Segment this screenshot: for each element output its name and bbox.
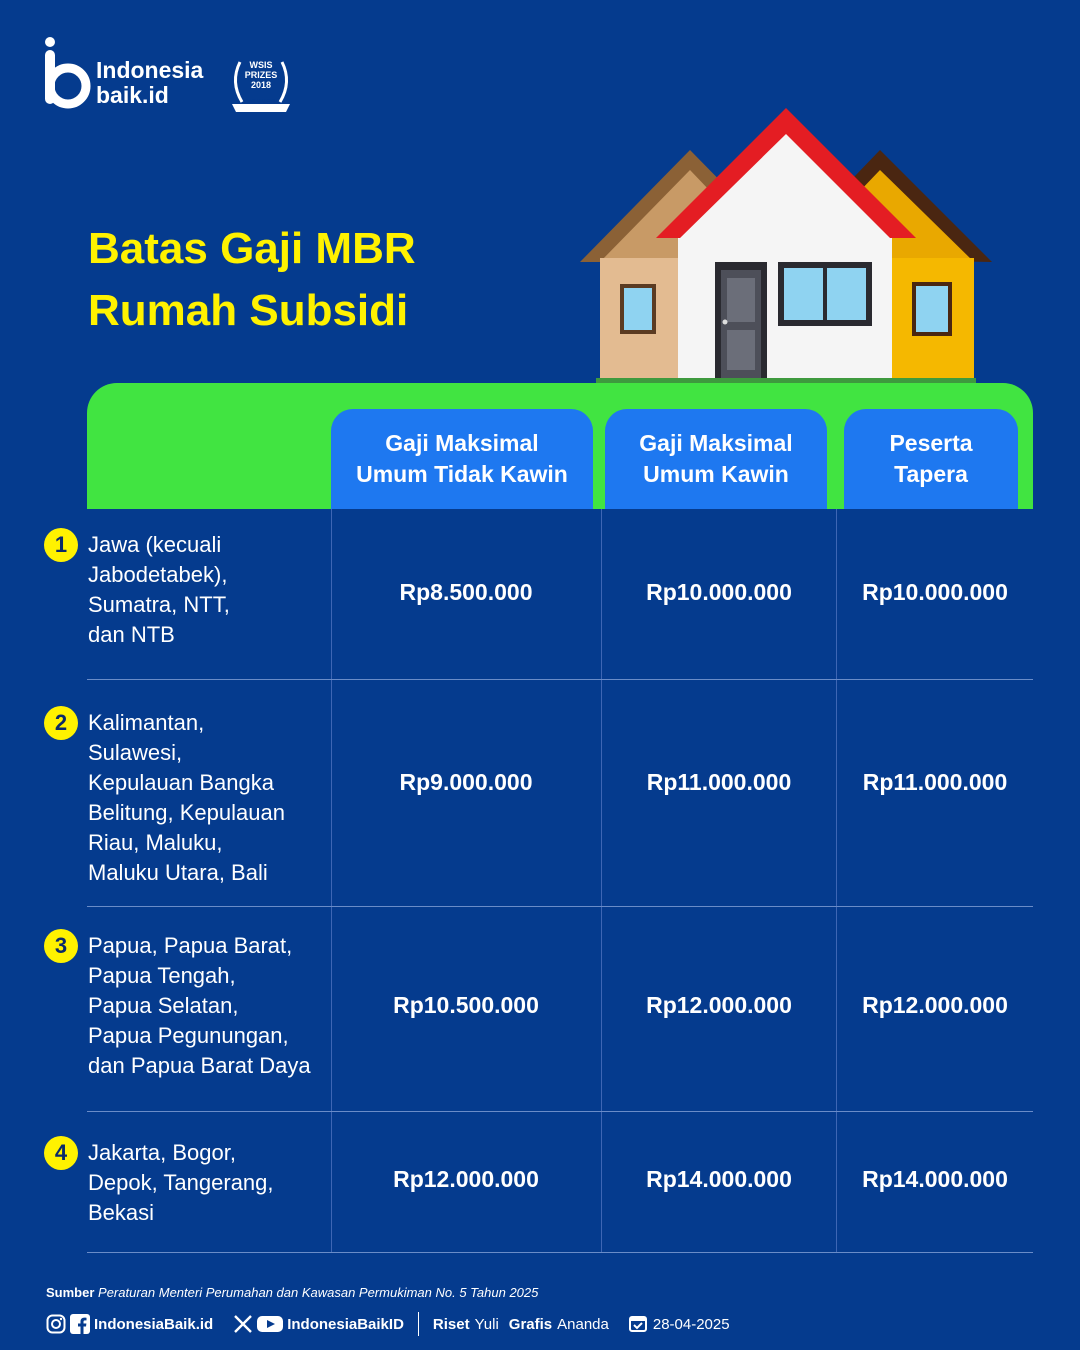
salary-value: Rp12.000.000 (646, 992, 792, 1018)
title-line-1: Batas Gaji MBR (88, 224, 416, 273)
row-number-badge: 4 (44, 1136, 78, 1170)
salary-value: Rp14.000.000 (646, 1166, 792, 1192)
region-name (88, 1138, 328, 1228)
instagram-icon[interactable] (46, 1314, 66, 1334)
footer-separator (418, 1312, 419, 1336)
salary-value: Rp12.000.000 (862, 992, 1008, 1018)
region-line: dan NTB (88, 622, 175, 647)
column-header-line: Umum Kawin (643, 461, 789, 487)
wsis-award-badge (228, 52, 294, 116)
brand-name (96, 58, 203, 108)
award-line-3: 2018 (250, 80, 272, 90)
column-header-umum-kawin (605, 409, 827, 509)
region-line: Riau, Maluku, (88, 830, 223, 855)
award-line-2: PRIZES (244, 70, 278, 80)
row-divider (87, 679, 1033, 680)
facebook-icon[interactable] (70, 1314, 90, 1334)
region-line: Jabodetabek), (88, 562, 228, 587)
footer-handle[interactable]: IndonesiaBaikID (287, 1315, 404, 1333)
source-note (46, 1285, 538, 1300)
row-divider (87, 906, 1033, 907)
table-divider (836, 509, 837, 1253)
region-line: Sumatra, NTT, (88, 592, 230, 617)
column-header-line: Gaji Maksimal (385, 430, 539, 456)
footer-handle[interactable]: IndonesiaBaik.id (94, 1315, 214, 1333)
award-line-4: WINNER (246, 99, 276, 106)
salary-value: Rp8.500.000 (399, 579, 533, 605)
region-line: Kepulauan Bangka (88, 770, 274, 795)
riset-name: Yuli (474, 1315, 499, 1333)
region-line: dan Papua Barat Daya (88, 1053, 311, 1078)
row-number-badge: 3 (44, 929, 78, 963)
region-line: Belitung, Kepulauan (88, 800, 285, 825)
region-name (88, 708, 328, 888)
youtube-icon[interactable] (257, 1314, 283, 1334)
brand-line-2: baik.id (96, 82, 169, 108)
row-number-badge: 2 (44, 706, 78, 740)
footer-bar (46, 1311, 730, 1337)
region-line: Papua Pegunungan, (88, 1023, 289, 1048)
column-header-line: Gaji Maksimal (639, 430, 793, 456)
row-number-badge: 1 (44, 528, 78, 562)
salary-value: Rp9.000.000 (399, 769, 533, 795)
region-line: Jakarta, Bogor, (88, 1140, 236, 1165)
region-line: Jawa (kecuali (88, 532, 222, 557)
brand-logo (42, 36, 302, 116)
region-line: Sulawesi, (88, 740, 183, 765)
region-line: Maluku Utara, Bali (88, 860, 268, 885)
page-title (88, 218, 416, 342)
grafis-label: Grafis (508, 1315, 553, 1333)
award-line-1: WSIS (249, 60, 273, 70)
row-divider (87, 1111, 1033, 1112)
row-divider (87, 1252, 1033, 1253)
column-header-peserta-tapera (844, 409, 1018, 509)
table-divider (331, 509, 332, 1253)
salary-value: Rp10.000.000 (862, 579, 1008, 605)
salary-value: Rp11.000.000 (646, 769, 792, 795)
region-name (88, 530, 328, 650)
source-text: Peraturan Menteri Perumahan dan Kawasan Permukiman No. 5 Tahun 2025 (98, 1285, 539, 1300)
region-line: Papua Selatan, (88, 993, 239, 1018)
riset-label: Riset (432, 1315, 470, 1333)
brand-line-1: Indonesia (96, 57, 204, 83)
title-line-2: Rumah Subsidi (88, 286, 409, 335)
salary-value: Rp10.500.000 (393, 992, 539, 1018)
column-header-line: Tapera (894, 461, 968, 487)
region-line: Bekasi (88, 1200, 155, 1225)
publish-date: 28-04-2025 (652, 1315, 730, 1333)
column-header-line: Umum Tidak Kawin (356, 461, 568, 487)
column-header-umum-tidak-kawin (331, 409, 593, 509)
salary-value: Rp12.000.000 (393, 1166, 539, 1192)
region-name (88, 931, 328, 1081)
region-line: Papua, Papua Barat, (88, 933, 293, 958)
source-label: Sumber (46, 1285, 95, 1300)
x-icon[interactable] (233, 1314, 253, 1334)
region-line: Papua Tengah, (88, 963, 236, 988)
region-line: Depok, Tangerang, (88, 1170, 274, 1195)
salary-value: Rp10.000.000 (646, 579, 792, 605)
grafis-name: Ananda (557, 1315, 609, 1333)
region-line: Kalimantan, (88, 710, 205, 735)
column-header-line: Peserta (889, 430, 973, 456)
salary-value: Rp11.000.000 (862, 769, 1008, 795)
calendar-icon (629, 1314, 649, 1334)
table-divider (601, 509, 602, 1253)
indonesiabaik-logo-icon (42, 36, 92, 111)
house-illustration (578, 108, 992, 386)
salary-value: Rp14.000.000 (862, 1166, 1008, 1192)
